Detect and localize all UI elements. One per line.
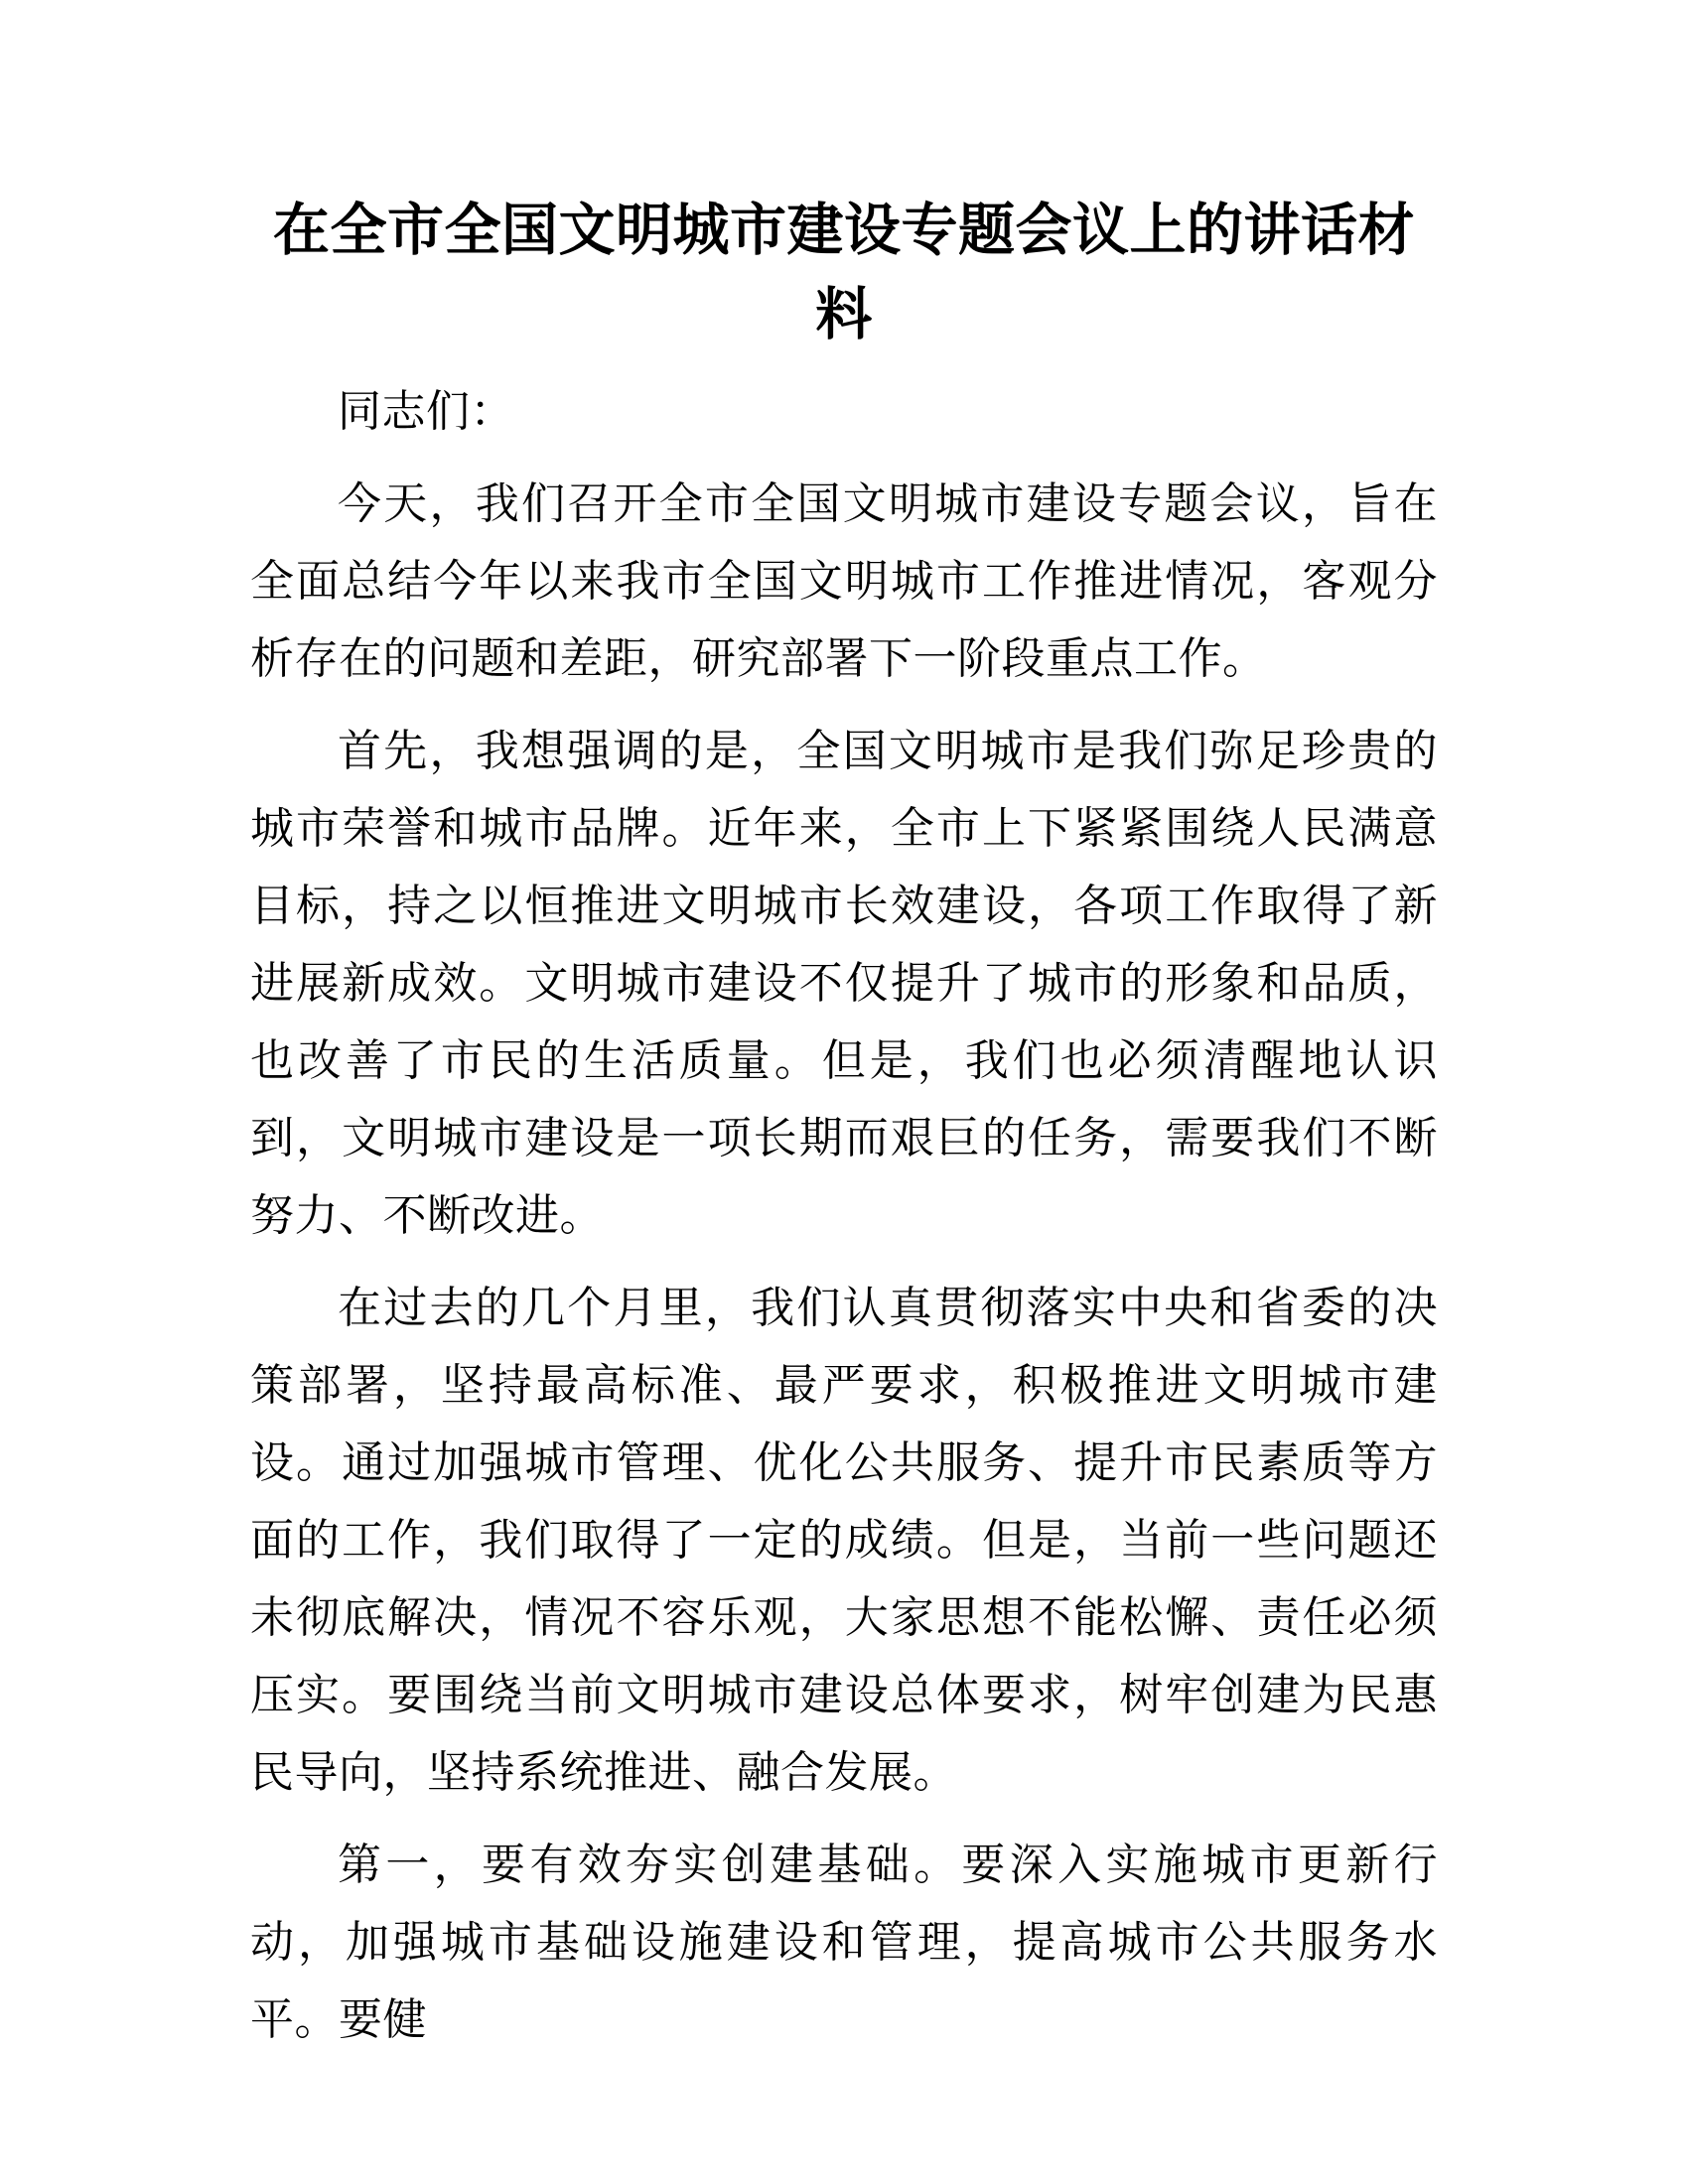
body-paragraph: 在过去的几个月里，我们认真贯彻落实中央和省委的决策部署，坚持最高标准、最严要求，积极推进文明城市建设。通过加强城市管理、优化公共服务、提升市民素质等方面的工作，我们取得了一定的成绩。但是，当前一些问题还未彻底解决，情况不容乐观，大家思想不能松懈、责任必须压实。要围绕当前文明城市建设总体要求，树牢创建为民惠民导向，坚持系统推进、融合发展。 <box>250 1284 1438 1797</box>
salutation-paragraph: 同志们： <box>338 387 514 436</box>
document-title: 在全市全国文明城市建设专题会议上的讲话材料 <box>273 199 1415 346</box>
body-paragraph: 第一，要有效夯实创建基础。要深入实施城市更新行动，加强城市基础设施建设和管理，提高城市公共服务水平。要健 <box>250 1841 1438 2044</box>
body-paragraph: 首先，我想强调的是，全国文明城市是我们弥足珍贵的城市荣誉和城市品牌。近年来，全市上下紧紧围绕人民满意目标，持之以恒推进文明城市长效建设，各项工作取得了新进展新成效。文明城市建设不仅提升了城市的形象和品质，也改善了市民的生活质量。但是，我们也必须清醒地认识到，文明城市建设是一项长期而艰巨的任务，需要我们不断努力、不断改进。 <box>250 727 1438 1240</box>
document-body <box>250 373 1438 2059</box>
body-paragraph: 今天，我们召开全市全国文明城市建设专题会议，旨在全面总结今年以来我市全国文明城市工作推进情况，客观分析存在的问题和差距，研究部署下一阶段重点工作。 <box>250 479 1438 683</box>
